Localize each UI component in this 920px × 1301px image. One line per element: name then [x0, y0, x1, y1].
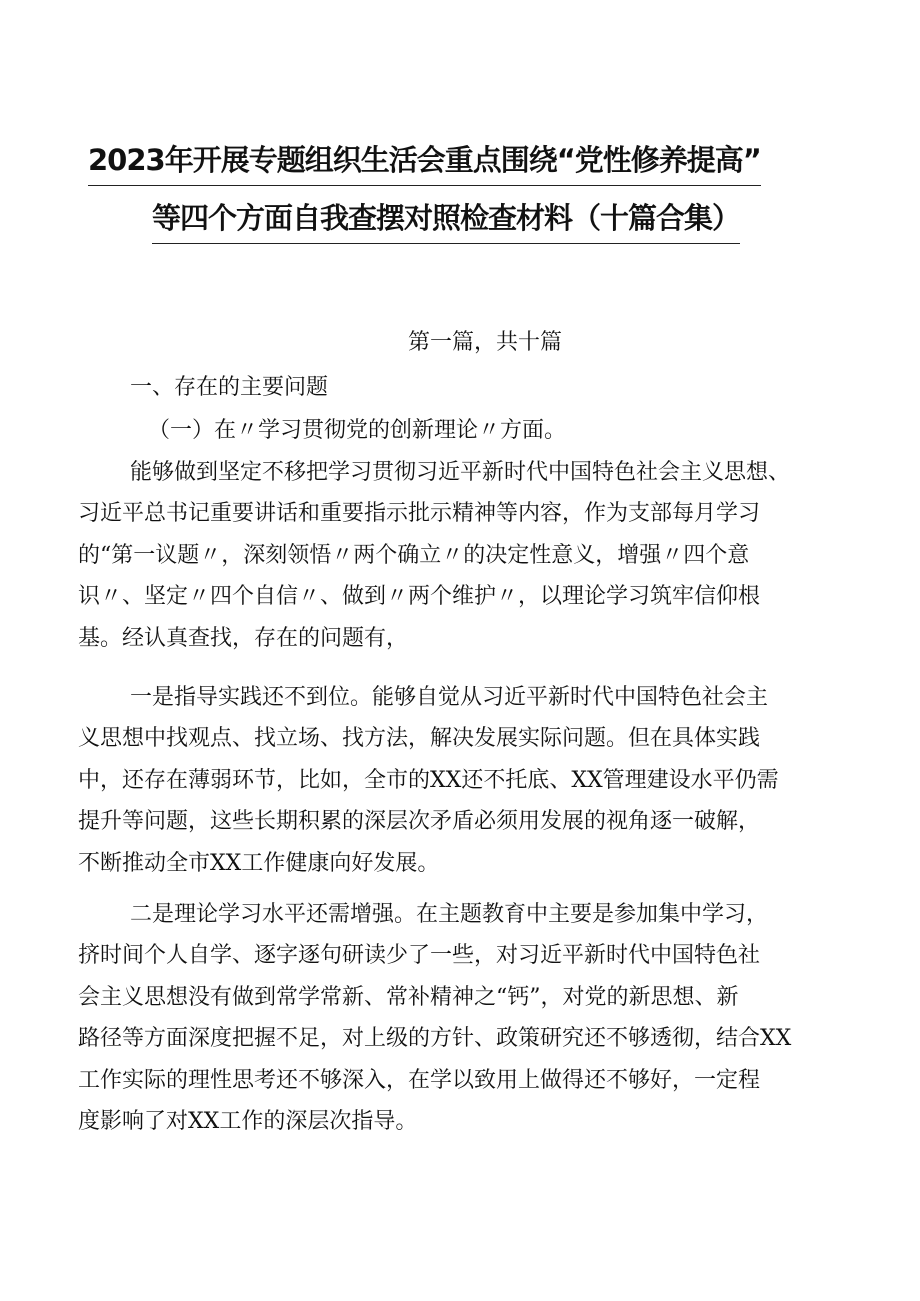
paragraph-intro	[78, 452, 858, 659]
sub-heading: （一）在〃学习贯彻党的创新理论〃方面。	[148, 418, 567, 443]
paragraph-problem-1	[78, 677, 858, 884]
paragraph-line: 不断推动全市XX工作健康向好发展。	[78, 850, 440, 876]
paragraph-problem-2	[78, 894, 858, 1142]
paragraph-line: 路径等方面深度把握不足，对上级的方针、政策研究还不够透彻，结合XX	[78, 1026, 792, 1052]
paragraph-line: 二是理论学习水平还需增强。在主题教育中主要是参加集中学习，	[130, 902, 769, 927]
section-heading: 一、存在的主要问题	[130, 375, 329, 400]
paragraph-line: 一是指导实践还不到位。能够自觉从习近平新时代中国特色社会主	[130, 685, 769, 710]
paragraph-line: 基。经认真查找，存在的问题有，	[78, 625, 409, 651]
paragraph-line: 识〃、坚定〃四个自信〃、做到〃两个维护〃，以理论学习筑牢信仰根	[78, 584, 761, 610]
paragraph-line: 的“第一议题〃，深刻领悟〃两个确立〃的决定性意义，增强〃四个意	[78, 542, 750, 568]
paragraph-line: 度影响了对XX工作的深层次指导。	[78, 1109, 418, 1135]
paragraph-line: 义思想中找观点、找立场、找方法，解决发展实际问题。但在具体实践	[78, 726, 761, 752]
paragraph-line: 会主义思想没有做到常学常新、常补精神之“钙”，对党的新思想、新	[78, 984, 739, 1010]
document-title-line-2: 等四个方面自我查摆对照检查材料（十篇合集）	[152, 196, 740, 244]
paragraph-line: 中，还存在薄弱环节，比如，全市的XX还不托底、XX管理建设水平仍需	[78, 767, 779, 793]
part-subtitle: 第一篇，共十篇	[407, 330, 562, 355]
paragraph-line: 挤时间个人自学、逐字逐句研读少了一些，对习近平新时代中国特色社	[78, 943, 761, 969]
paragraph-line: 工作实际的理性思考还不够深入，在学以致用上做得还不够好，一定程	[78, 1067, 761, 1093]
paragraph-line: 能够做到坚定不移把学习贯彻习近平新时代中国特色社会主义思想、	[130, 460, 791, 485]
document-title-line-1: 2023年开展专题组织生活会重点围绕“党性修养提高”	[88, 138, 761, 186]
paragraph-line: 提升等问题，这些长期积累的深层次矛盾必须用发展的视角逐一破解，	[78, 809, 761, 835]
paragraph-line: 习近平总书记重要讲话和重要指示批示精神等内容，作为支部每月学习	[78, 501, 761, 527]
